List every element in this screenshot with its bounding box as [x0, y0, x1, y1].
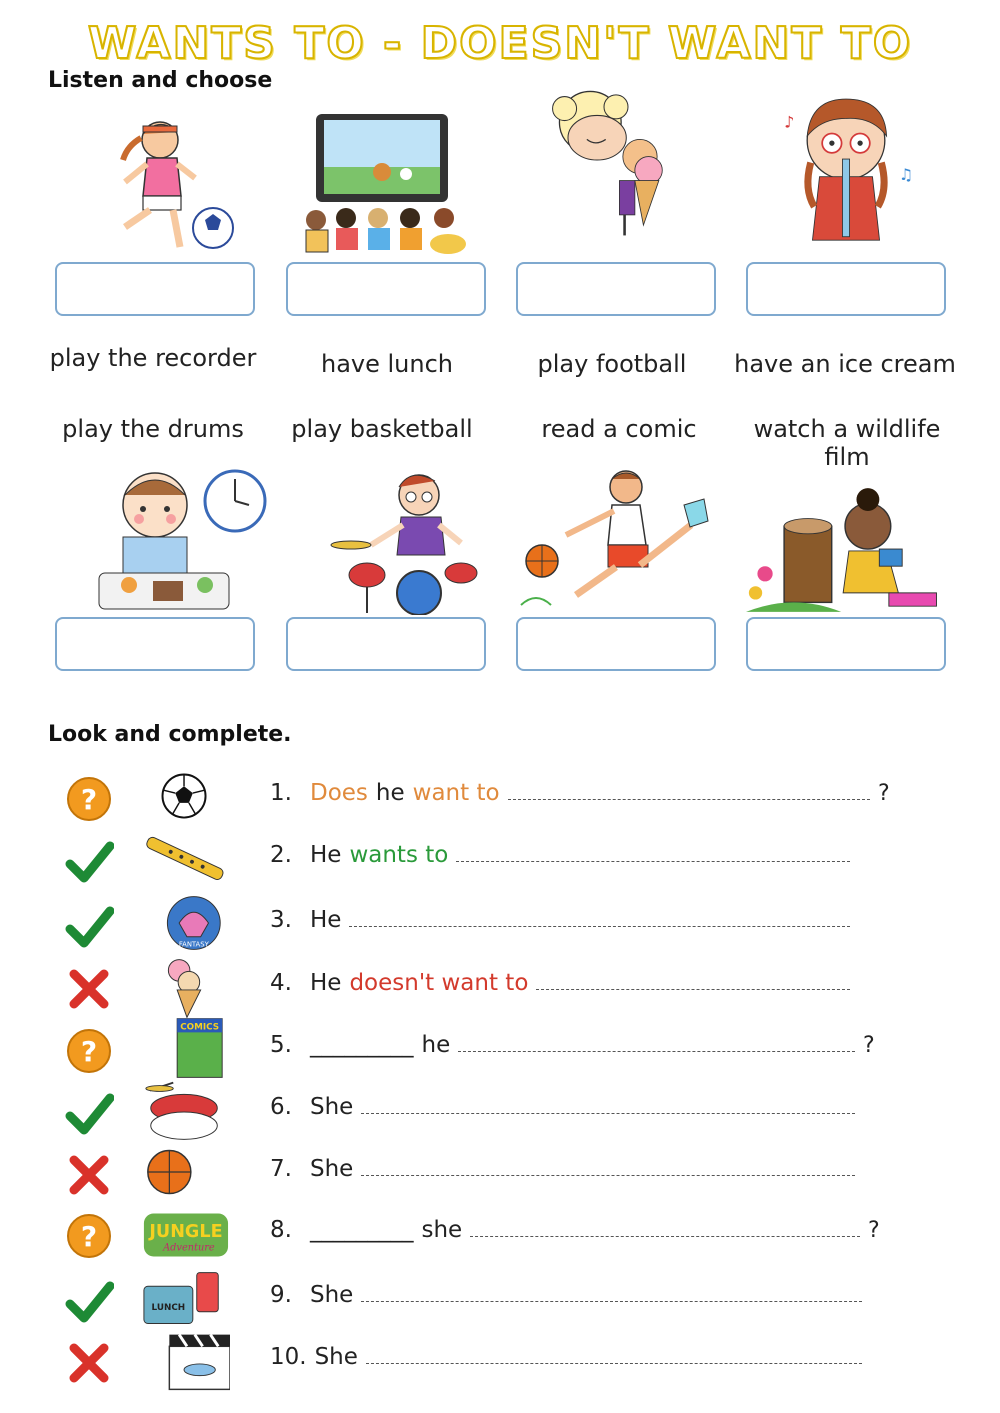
jungle-logo-subtext: Adventure [163, 1242, 215, 1254]
item-number: 7. [270, 1156, 292, 1182]
section-heading-listen: Listen and choose [48, 68, 273, 93]
item-number: 9. [270, 1282, 292, 1308]
option-watch-a-wildlife-film: watch a wildlife film [753, 415, 941, 471]
comics-icon [140, 1018, 230, 1080]
svg-text:♫: ♫ [898, 165, 914, 185]
answer-line[interactable] [458, 1033, 855, 1052]
check-mark-icon [64, 836, 114, 886]
sentence-row [0, 1268, 1000, 1328]
question-mark-icon [64, 1026, 114, 1076]
fantasy-label: FANTASY [178, 940, 209, 949]
sentence-word: He [310, 970, 342, 996]
fantasy-film-icon [140, 893, 230, 955]
ice-cream-icon [140, 956, 230, 1018]
option-play-basketball: play basketball [291, 415, 473, 443]
sentence-row [0, 1330, 1000, 1390]
football-icon [140, 766, 230, 828]
worksheet-title: WANTS TO - DOESN'T WANT TO [87, 18, 913, 69]
item-number: 2. [270, 842, 292, 868]
sentence-word: He [310, 907, 342, 933]
option-have-lunch: have lunch [320, 350, 453, 378]
girl-reading-comic-icon [746, 475, 946, 625]
sentence-word: She [314, 1344, 358, 1370]
children-watching-tv-icon [286, 112, 486, 262]
sentence-word: She [310, 1282, 354, 1308]
answer-line[interactable] [349, 908, 850, 927]
answer-box-6[interactable] [286, 617, 486, 671]
option-play-football: play football [537, 350, 687, 378]
man-playing-basketball-icon [516, 465, 716, 615]
sentence-word: he [375, 780, 405, 806]
check-mark-icon [64, 1276, 114, 1326]
check-mark-icon [64, 1088, 114, 1138]
question-mark-end: ? [868, 1218, 880, 1243]
item-number: 3. [270, 907, 292, 933]
option-read-a-comic: read a comic [541, 415, 697, 443]
answer-box-2[interactable] [286, 262, 486, 316]
film-clapper-icon [140, 1330, 230, 1392]
jungle-logo-text: JUNGLE [149, 1221, 223, 1242]
option-play-the-recorder: play the recorder [49, 344, 257, 372]
sentence-row [0, 893, 1000, 953]
sentence-word: he [421, 1032, 451, 1058]
answer-line[interactable] [508, 781, 870, 800]
sentence-row [0, 1142, 1000, 1202]
item-number: 10. [270, 1344, 307, 1370]
svg-text:?: ? [80, 1035, 98, 1068]
answer-line[interactable] [470, 1218, 860, 1237]
cross-mark-icon [64, 1338, 114, 1388]
item-number: 4. [270, 970, 292, 996]
answer-line[interactable] [361, 1157, 855, 1176]
sentence-text [270, 1094, 863, 1120]
sentence-word: wants to [349, 842, 449, 868]
sentence-row [0, 1080, 1000, 1140]
answer-box-4[interactable] [746, 262, 946, 316]
sentence-row [0, 1018, 1000, 1078]
sentence-text [270, 842, 858, 868]
sentence-word: want to [412, 780, 500, 806]
blank-fill[interactable]: _________ [310, 1032, 414, 1058]
sentence-row [0, 1203, 1000, 1263]
option-play-the-drums: play the drums [62, 415, 244, 443]
cross-mark-icon [64, 964, 114, 1014]
answer-line[interactable] [361, 1283, 862, 1302]
lunchbox-icon [140, 1268, 230, 1330]
sentence-row [0, 956, 1000, 1016]
answer-box-3[interactable] [516, 262, 716, 316]
sentence-text [270, 970, 858, 996]
sentence-text [270, 1282, 870, 1308]
answer-line[interactable] [456, 843, 850, 862]
sentence-word: She [310, 1156, 354, 1182]
item-number: 8. [270, 1217, 292, 1243]
boy-having-lunch-icon [80, 465, 280, 615]
item-number: 5. [270, 1032, 292, 1058]
lunch-label: LUNCH [151, 1302, 186, 1313]
sentence-word: He [310, 842, 342, 868]
sentence-text [270, 1156, 863, 1182]
sentence-text [270, 1032, 883, 1058]
answer-box-7[interactable] [516, 617, 716, 671]
check-mark-icon [64, 901, 114, 951]
answer-line[interactable] [361, 1095, 855, 1114]
girl-playing-recorder-icon [746, 92, 946, 242]
sentence-word: She [310, 1094, 354, 1120]
sentence-row [0, 828, 1000, 888]
sentence-text [270, 780, 898, 806]
answer-line[interactable] [536, 971, 850, 990]
answer-box-1[interactable] [55, 262, 255, 316]
jungle-adventure-icon [140, 1203, 230, 1265]
section-heading-look: Look and complete. [48, 722, 292, 747]
sentence-row [0, 766, 1000, 826]
cross-mark-icon [64, 1150, 114, 1200]
recorder-icon [140, 828, 230, 890]
sentence-text [270, 1344, 870, 1370]
sentence-word: doesn't want to [349, 970, 529, 996]
sentence-text [270, 1217, 888, 1243]
answer-box-8[interactable] [746, 617, 946, 671]
basketball-icon [140, 1142, 230, 1204]
svg-text:?: ? [80, 783, 98, 816]
option-have-an-ice-cream: have an ice cream [734, 350, 956, 378]
question-mark-icon [64, 774, 114, 824]
item-number: 1. [270, 780, 292, 806]
item-number: 6. [270, 1094, 292, 1120]
sentence-text [270, 907, 858, 933]
blank-fill[interactable]: _________ [310, 1217, 414, 1243]
answer-box-5[interactable] [55, 617, 255, 671]
question-mark-end: ? [878, 781, 890, 806]
man-playing-drums-icon [316, 465, 516, 615]
sentence-word: she [421, 1217, 463, 1243]
girl-eating-ice-cream-icon [516, 88, 716, 238]
sentence-word: Does [310, 780, 368, 806]
svg-text:?: ? [80, 1220, 98, 1253]
drums-icon [140, 1080, 230, 1142]
question-mark-icon [64, 1211, 114, 1261]
girl-playing-football-icon [55, 112, 255, 262]
comics-label: COMICS [180, 1022, 220, 1033]
answer-line[interactable] [366, 1345, 862, 1364]
svg-text:♪: ♪ [784, 112, 795, 132]
question-mark-end: ? [863, 1033, 875, 1058]
